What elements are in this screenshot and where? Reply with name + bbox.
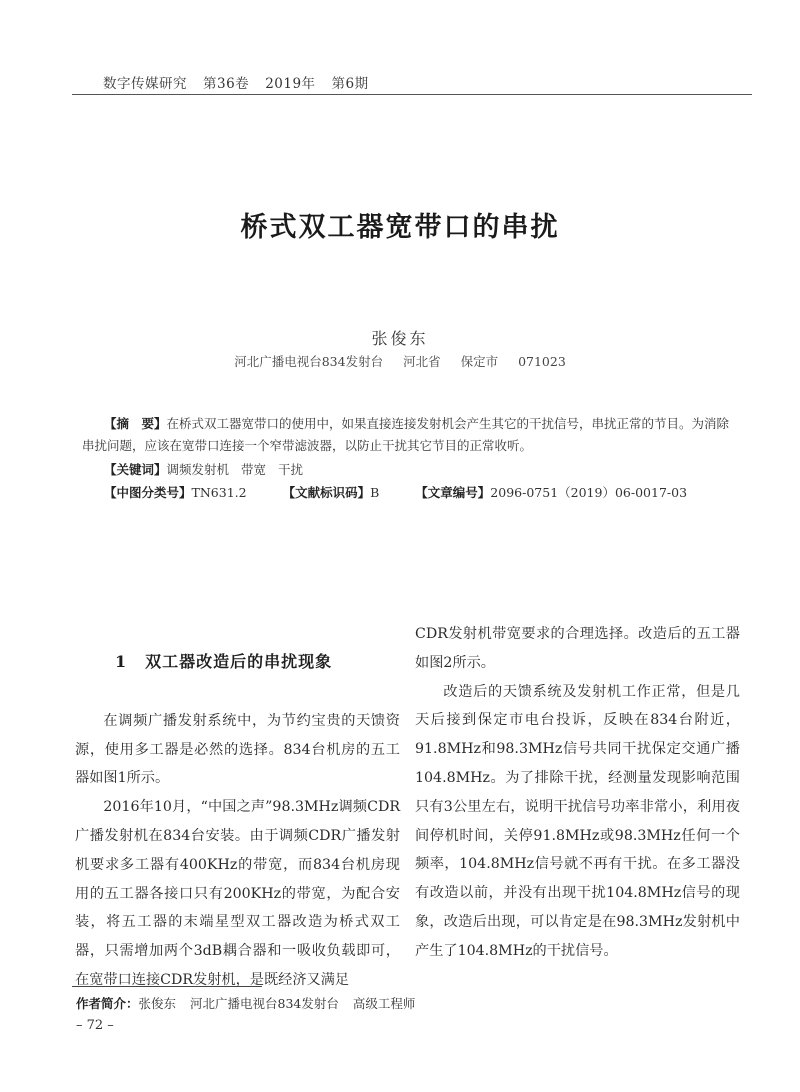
footnote-rule [72,986,262,987]
doc-code-value: B [370,485,380,500]
author-note-label: 作者简介： [76,996,139,1011]
running-head [103,72,385,92]
journal-issue: 第6期 [331,76,369,92]
author-note-name: 张俊东 [138,996,177,1011]
affiliation-postcode: 071023 [518,354,566,369]
affiliation-org: 河北广播电视台834发射台 [234,354,384,369]
keyword: 干扰 [278,462,304,477]
author-affiliation [0,352,800,370]
page-number: – 72 – [76,1018,114,1033]
journal-name: 数字传媒研究 [103,76,187,92]
affiliation-province: 河北省 [403,354,441,369]
classification-line [104,483,687,501]
author-note [76,994,429,1012]
keywords-label: 【关键词】 [104,462,167,477]
clc-label: 【中图分类号】 [104,485,192,500]
body-column-right [415,620,740,966]
doc-code-label: 【文献标识码】 [282,485,371,500]
body-paragraph: 在调频广播发射系统中，为节约宝贵的天馈资源，使用多工器是必然的选择。834台机房的五工器如图1所示。 [75,712,400,787]
body-paragraph-continuation: CDR发射机带宽要求的合理选择。改造后的五工器如图2所示。 [415,626,740,671]
section-title: 双工器改造后的串扰现象 [145,652,333,671]
clc-group [104,485,247,500]
article-no-label: 【文章编号】 [415,485,491,500]
abstract [82,413,732,457]
keyword: 带宽 [241,462,267,477]
article-no-group [415,485,687,500]
author-name: 张俊东 [371,329,429,348]
author-note-title: 高级工程师 [352,996,416,1011]
affiliation-city: 保定市 [460,354,499,369]
section-number: 1 [115,652,128,671]
author-note-org: 河北广播电视台834发射台 [190,996,339,1011]
abstract-text: 在桥式双工器宽带口的使用中，如果直接连接发射机会产生其它的干扰信号，串扰正常的节目。为消除串扰问题，应该在宽带口连接一个窄带滤波器，以防止干扰其它节目的正常收听。 [82,416,730,453]
header-rule [72,94,752,95]
body-paragraph: 改造后的天馈系统及发射机工作正常，但是几天后接到保定市电台投诉，反映在834台附近，91.8MHz和98.3MHz信号共同干扰保定交通广播104.8MHz。为了排除干扰，经测量发现影响范围只有3公里左右，说明干扰信号功率非常小，利用夜间停机时间，关停91.8MHz或98.3MHz任何一个频率，104.8MHz信号就不再有干扰。在多工器没有改造以前，并没有出现干扰104.8MHz信号的现象，改造后出现，可以肯定是在98.3MHz发射机中产生了104.8MHz的干扰信号。 [415,683,740,959]
clc-value: TN631.2 [191,485,247,500]
journal-year: 2019年 [265,76,316,92]
journal-volume: 第36卷 [203,76,250,92]
keywords [104,460,315,478]
section-heading [115,648,400,677]
keyword: 调频发射机 [166,462,230,477]
abstract-label: 【摘 要】 [104,416,167,431]
article-no-value: 2096-0751（2019）06-0017-03 [490,485,688,500]
doc-code-group [283,485,380,500]
body-paragraph: 2016年10月，“中国之声”98.3MHz调频CDR广播发射机在834台安装。由于调频CDR广播发射机要求多工器有400KHz的带宽，而834台机房现用的五工器各接口只有200KHz的带宽，为配合安装，将五工器的末端星型双工器改造为桥式双工器，只需增加两个3dB耦合器和一吸收负载即可，在宽带口连接CDR发射机，是既经济又满足 [75,799,400,988]
article-title: 桥式双工器宽带口的串扰 [240,212,560,243]
body-column-left [75,648,400,995]
